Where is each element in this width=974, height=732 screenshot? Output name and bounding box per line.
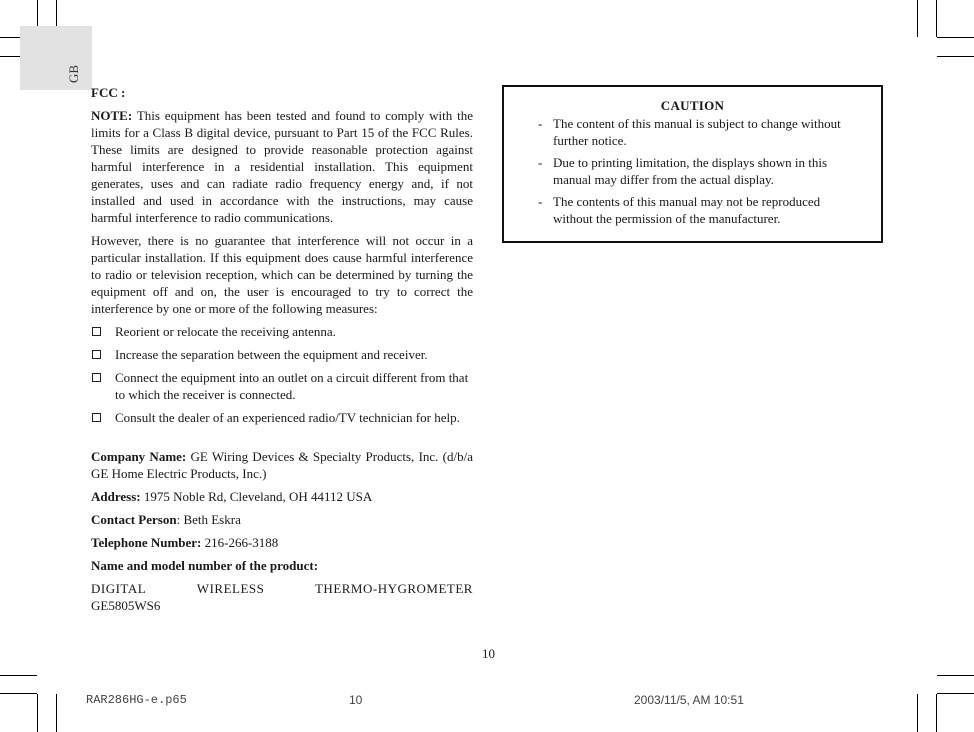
telephone-value: 216-266-3188 (201, 535, 279, 550)
fcc-section (91, 84, 473, 614)
measure-item (91, 346, 473, 363)
note-label: NOTE: (91, 108, 133, 123)
footer-filename: RAR286HG-e.p65 (86, 693, 187, 707)
caution-item (504, 154, 881, 188)
telephone-label: Telephone Number: (91, 535, 202, 550)
product-label: Name and model number of the product: (91, 558, 319, 573)
crop-mark (37, 694, 38, 732)
caution-text: The content of this manual is subject to change without further notice. (553, 116, 841, 148)
address-line (91, 488, 473, 505)
page-number: 10 (482, 646, 495, 661)
product-name (91, 580, 473, 597)
contact-label: Contact Person (91, 512, 177, 527)
product-model: GE5805WS6 (91, 598, 161, 613)
crop-mark (917, 0, 918, 37)
crop-mark (917, 694, 918, 732)
crop-mark (0, 693, 37, 694)
crop-mark (937, 693, 974, 694)
footer-page: 10 (349, 693, 363, 707)
product-label-line (91, 557, 473, 574)
crop-mark (0, 56, 20, 57)
crop-mark (937, 675, 974, 676)
dash-bullet: - (538, 116, 543, 131)
contact-value: : Beth Eskra (176, 512, 241, 527)
checkbox-icon (92, 373, 101, 382)
caution-item (504, 193, 881, 227)
crop-mark (937, 56, 974, 57)
dash-bullet: - (538, 194, 543, 209)
measure-text: Increase the separation between the equipment and receiver. (115, 347, 428, 362)
note-text: This equipment has been tested and found to comply with the limits for a Class B digital device, pursuant to Part 15 of the FCC Rules. These limits are designed to provide reasonable protection against harmful interference in a residential installation. This equipment generates, uses and can radiate radio frequency energy and, if not installed and used in accordance with the instructions, may cause harmful interference to radio communications. (91, 108, 473, 225)
address-value: 1975 Noble Rd, Cleveland, OH 44112 USA (140, 489, 373, 504)
contact-line (91, 511, 473, 528)
caution-text: The contents of this manual may not be reproduced without the permission of the manufacturer. (553, 194, 821, 226)
measure-item (91, 323, 473, 340)
caution-text: Due to printing limitation, the displays shown in this manual may differ from the actual display. (553, 155, 828, 187)
crop-mark (936, 694, 937, 732)
measure-item (91, 409, 473, 426)
caution-box (502, 85, 883, 243)
measure-text: Reorient or relocate the receiving antenna. (115, 324, 336, 339)
checkbox-icon (92, 413, 101, 422)
company-value: GE Wiring Devices & Specialty Products, Inc. (d/b/a GE Home Electric Products, Inc.) (91, 449, 473, 481)
address-label: Address: (91, 489, 141, 504)
language-tab-label: GB (66, 64, 81, 84)
caution-item (504, 115, 881, 149)
measure-item (91, 369, 473, 403)
crop-mark (936, 0, 937, 37)
measure-text: Connect the equipment into an outlet on a circuit different from that to which the receiver is connected. (115, 370, 469, 402)
crop-mark (0, 675, 37, 676)
product-name-word: THERMO-HYGROMETER (314, 581, 473, 596)
checkbox-icon (92, 350, 101, 359)
telephone-line (91, 534, 473, 551)
caution-title: CAUTION (660, 98, 725, 113)
measure-text: Consult the dealer of an experienced radio/TV technician for help. (115, 410, 460, 425)
footer-timestamp: 2003/11/5, AM 10:51 (634, 693, 744, 707)
fcc-heading: FCC : (91, 85, 126, 100)
checkbox-icon (92, 327, 101, 336)
however-paragraph: However, there is no guarantee that interference will not occur in a particular installation. If this equipment does cause harmful interference to radio or television reception, which can be determined by turning the equipment off and on, the user is encouraged to try to correct the interference by one or more of the following measures: (91, 233, 473, 316)
product-name-word: WIRELESS (196, 581, 265, 596)
product-name-word: DIGITAL (91, 581, 147, 596)
crop-mark (56, 694, 57, 732)
company-label: Company Name: (91, 449, 187, 464)
crop-mark (937, 37, 974, 38)
dash-bullet: - (538, 155, 543, 170)
company-line (91, 448, 473, 482)
note-paragraph (91, 107, 473, 226)
